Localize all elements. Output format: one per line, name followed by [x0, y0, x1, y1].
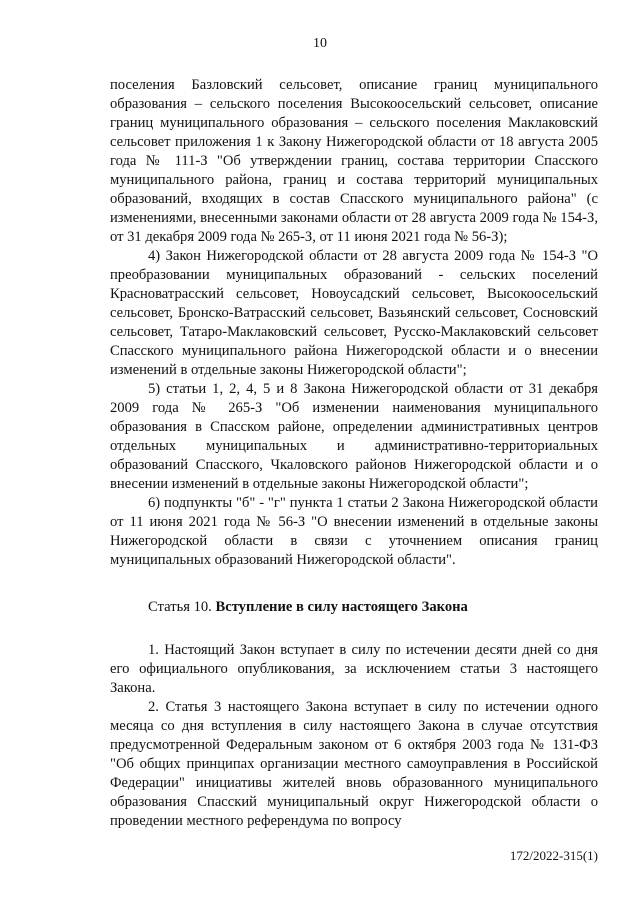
article-paragraph-1: 1. Настоящий Закон вступает в силу по истечении десяти дней со дня его официального опубликования, за исключением статьи 3 настоящего Закона.: [110, 642, 598, 696]
article-title: Вступление в силу настоящего Закона: [215, 599, 468, 615]
list-item-5: 5) статьи 1, 2, 4, 5 и 8 Закона Нижегородской области от 31 декабря 2009 года № 265-З "Об изменении наименования муниципального образования в Спасском районе, определении административных центров отдельных муниципальных и административно-территориальных образований Спасского, Чкаловского районов Нижегородской области и о внесении изменений в отдельные законы Нижегородской области";: [110, 381, 598, 492]
article-heading: [110, 598, 598, 617]
article-paragraph-2: 2. Статья 3 настоящего Закона вступает в силу по истечении одного месяца со дня вступления в силу настоящего Закона в случае отсутствия предусмотренной Федеральным законом от 6 октября 2003 года № 131-ФЗ "Об общих принципах организации местного самоуправления в Российской Федерации" инициативы жителей вновь образованного муниципального образования Спасский муниципальный округ Нижегородской области о проведении местного референдума по вопросу: [110, 699, 598, 829]
document-body: [110, 76, 598, 831]
list-item-6: 6) подпункты "б" - "г" пункта 1 статьи 2 Закона Нижегородской области от 11 июня 2021 года № 56-З "О внесении изменений в отдельные законы Нижегородской области в связи с уточнением описания границ муниципальных образований Нижегородской области".: [110, 495, 598, 568]
article-label: Статья 10.: [148, 599, 212, 615]
document-code: 172/2022-315(1): [509, 848, 598, 863]
paragraph-continuation: поселения Базловский сельсовет, описание границ муниципального образования – сельского поселения Высокоосельский сельсовет, описание границ муниципального образования – сельского поселения Маклаковский сельсовет приложения 1 к Закону Нижегородской области от 18 августа 2005 года № 111-З "Об утверждении границ, состава территории Спасского муниципального района, границ и состава территорий муниципальных образований, входящих в состав Спасского муниципального района" (с изменениями, внесенными законами области от 28 августа 2009 года № 154-З, от 31 декабря 2009 года № 265-З, от 11 июня 2021 года № 56-З);: [110, 77, 598, 245]
page-number: 10: [313, 36, 327, 51]
list-item-4: 4) Закон Нижегородской области от 28 августа 2009 года № 154-З "О преобразовании муниципальных образований - сельских поселений Красноватрасский сельсовет, Новоусадский сельсовет, Высокоосельский сельсовет, Бронско-Ватрасский сельсовет, Вазьянский сельсовет, Сосновский сельсовет, Татаро-Маклаковский сельсовет, Русско-Маклаковский сельсовет Спасского муниципального района Нижегородской области и о внесении изменений в отдельные законы Нижегородской области";: [110, 248, 598, 378]
